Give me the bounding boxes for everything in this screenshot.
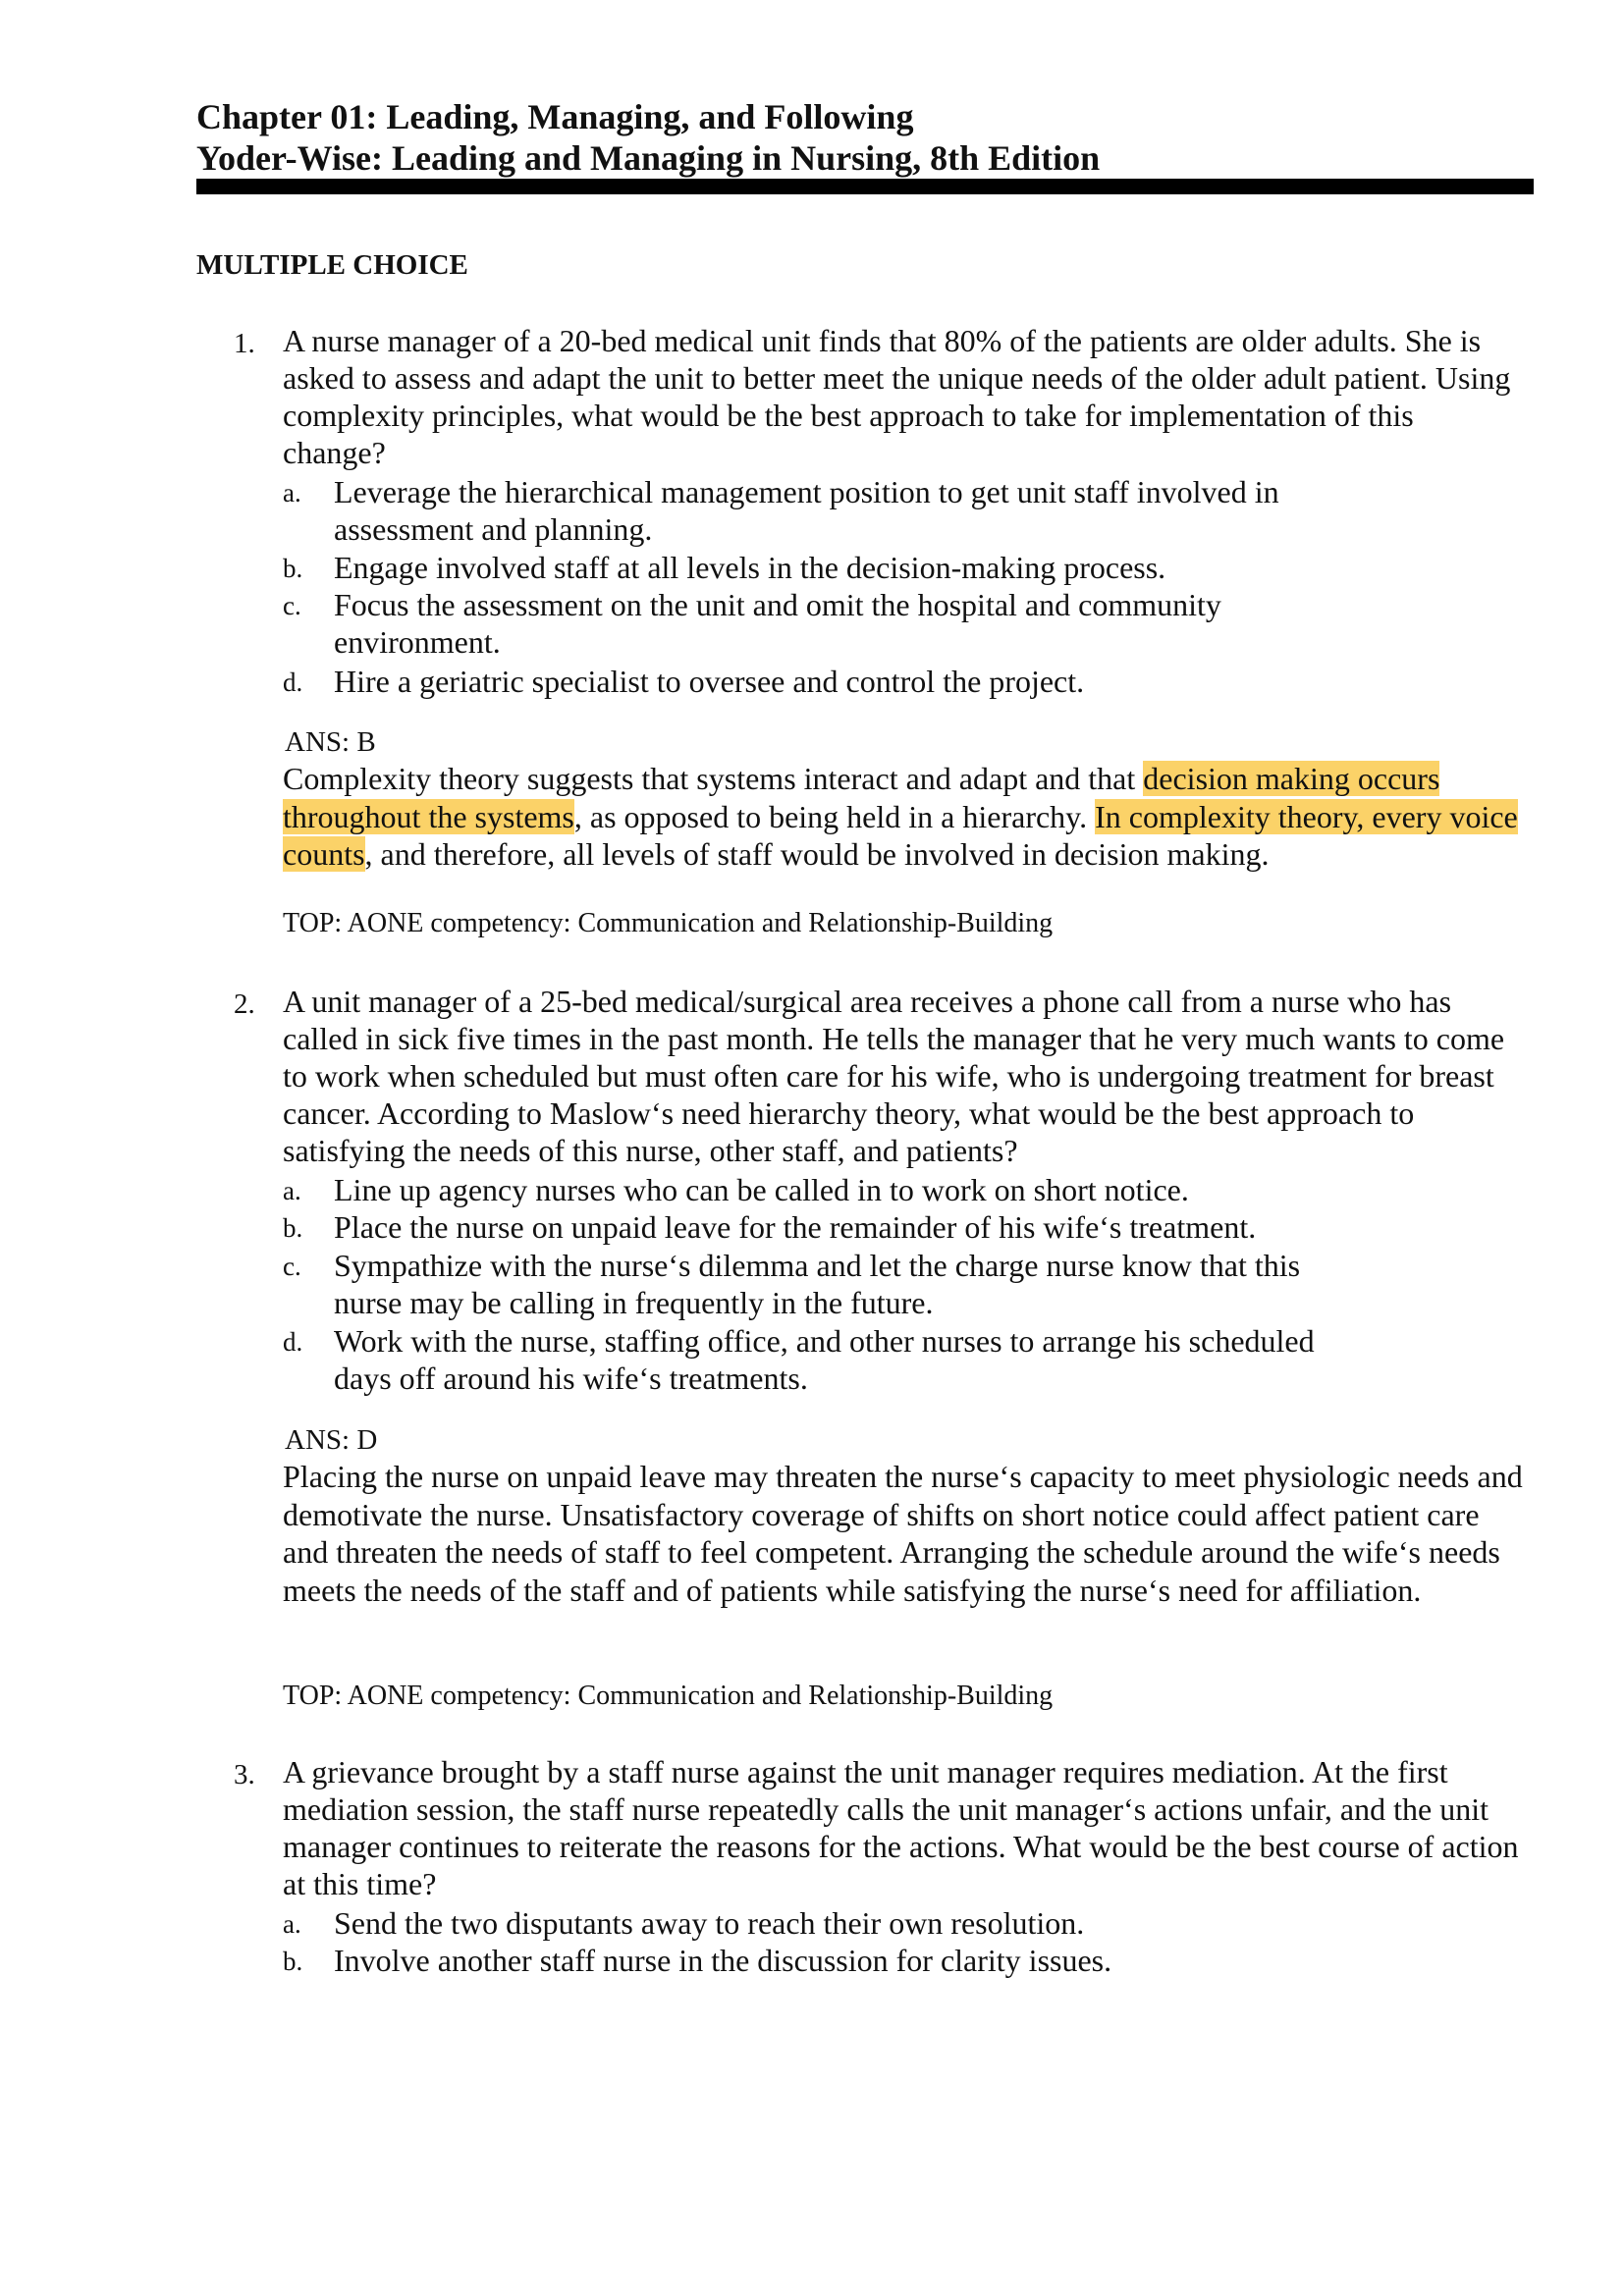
option-text: Sympathize with the nurse‘s dilemma and let the charge nurse know that this nurse may be calling in frequently in the future. xyxy=(334,1248,1301,1320)
option-letter: a. xyxy=(283,1909,301,1939)
option-text: Involve another staff nurse in the discussion for clarity issues. xyxy=(334,1943,1112,1978)
chapter-title: Chapter 01: Leading, Managing, and Following xyxy=(196,97,914,136)
option-letter: c. xyxy=(283,591,301,620)
answer-key: ANS: B xyxy=(285,726,376,758)
option-text: Engage involved staff at all levels in the decision-making process. xyxy=(334,550,1166,585)
option-letter: a. xyxy=(283,1176,301,1205)
question-number: 2. xyxy=(234,988,255,1020)
section-title: MULTIPLE CHOICE xyxy=(196,249,468,281)
option-text: Leverage the hierarchical management position to get unit staff involved in assessment and planning. xyxy=(334,474,1279,547)
option-letter: d. xyxy=(283,667,303,697)
option-letter: b. xyxy=(283,554,303,583)
rationale-text: , as opposed to being held in a hierarchy. xyxy=(573,798,1096,834)
question-number: 3. xyxy=(234,1759,255,1790)
option-letter: c. xyxy=(283,1252,301,1281)
option-text: Work with the nurse, staffing office, and other nurses to arrange his scheduled days off around his wife‘s treatments. xyxy=(334,1323,1315,1396)
option-text: Hire a geriatric specialist to oversee and control the project. xyxy=(334,664,1085,699)
option-text: Line up agency nurses who can be called in to work on short notice. xyxy=(334,1172,1189,1207)
highlighted-text: In complexity theory, every voice counts xyxy=(283,798,1518,872)
option-letter: b. xyxy=(283,1213,303,1243)
question-stem: A unit manager of a 25-bed medical/surgical area receives a phone call from a nurse who has called in sick five times in the past month. He tells the manager that he very much wants to come to work when scheduled but must often care for his wife, who is undergoing treatment for breast cancer. According to Maslow‘s need hierarchy theory, what would be the best approach to satisfying the needs of this nurse, other staff, and patients? xyxy=(283,984,1505,1168)
book-title: Yoder-Wise: Leading and Managing in Nursing, 8th Edition xyxy=(196,138,1101,178)
highlighted-text: decision making occurs throughout the systems xyxy=(283,761,1440,834)
rationale-text: Placing the nurse on unpaid leave may threaten the nurse‘s capacity to meet physiologic needs and demotivate the nurse. Unsatisfactory coverage of shifts on short notice could affect patient care and threaten the needs of staff to feel competent. Arranging the schedule around the wife‘s needs meets the needs of the staff and of patients while satisfying the nurse‘s need for affiliation. xyxy=(283,1459,1523,1608)
option-text: Focus the assessment on the unit and omit the hospital and community environment. xyxy=(334,587,1221,660)
rationale-text: Complexity theory suggests that systems interact and adapt and that xyxy=(283,761,1144,796)
option-text: Send the two disputants away to reach their own resolution. xyxy=(334,1905,1085,1941)
topic-line: TOP: AONE competency: Communication and Relationship-Building xyxy=(283,1681,1054,1711)
topic-line: TOP: AONE competency: Communication and Relationship-Building xyxy=(283,908,1054,938)
rationale xyxy=(283,1458,1530,1609)
question-stem: A nurse manager of a 20-bed medical unit finds that 80% of the patients are older adults. She is asked to assess and adapt the unit to better meet the unique needs of the older adult patient. Using complexity principles, what would be the best approach to take for implementation of this change? xyxy=(283,323,1511,470)
header-rule xyxy=(196,179,1534,194)
rationale-text: , and therefore, all levels of staff would be involved in decision making. xyxy=(364,836,1270,872)
rationale xyxy=(283,760,1530,874)
option-letter: d. xyxy=(283,1327,303,1357)
question-stem: A grievance brought by a staff nurse against the unit manager requires mediation. At the first mediation session, the staff nurse repeatedly calls the unit manager‘s actions unfair, and the unit manager continues to reiterate the reasons for the actions. What would be the best course of action at this time? xyxy=(283,1754,1519,1901)
option-letter: b. xyxy=(283,1947,303,1976)
answer-key: ANS: D xyxy=(285,1424,378,1456)
option-text: Place the nurse on unpaid leave for the remainder of his wife‘s treatment. xyxy=(334,1209,1257,1245)
option-letter: a. xyxy=(283,478,301,507)
question-number: 1. xyxy=(234,328,255,359)
